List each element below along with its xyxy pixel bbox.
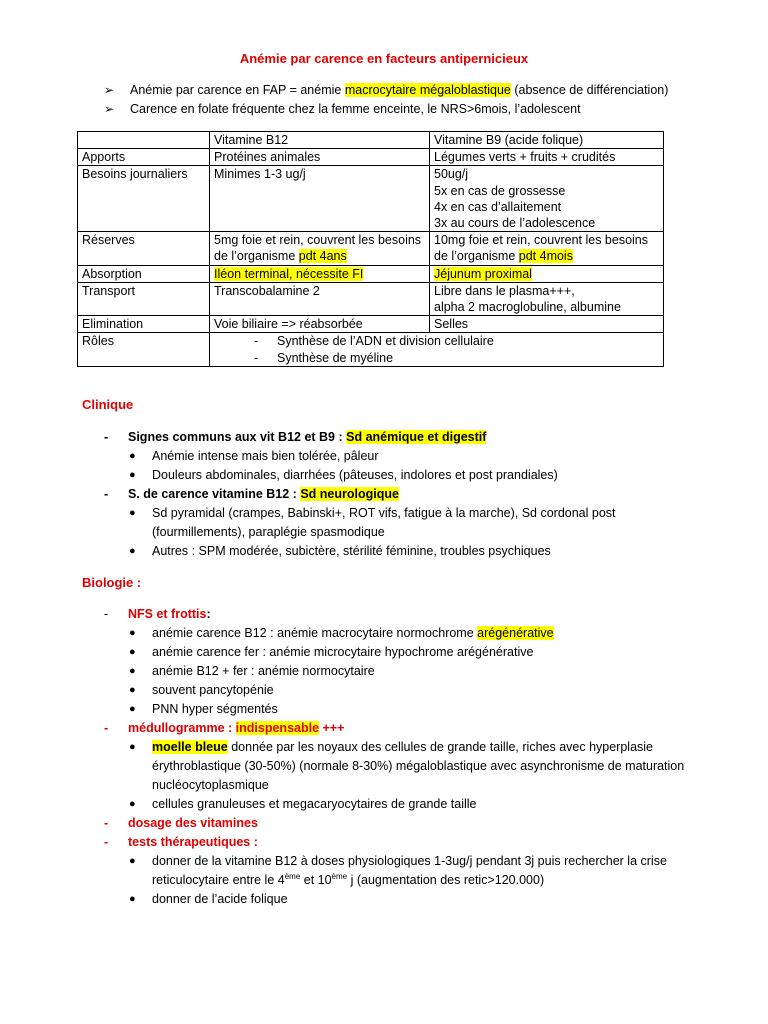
bullet-icon: ● [129, 646, 136, 658]
cell-b9: Selles [430, 316, 664, 333]
list-item: - Synthèse de myéline [254, 350, 659, 366]
list-item: ● Autres : SPM modérée, subictère, stérilité féminine, troubles psychiques [104, 542, 704, 561]
bullet-icon: ● [129, 507, 136, 519]
table-header-cell [78, 132, 210, 149]
bullet-icon: ● [129, 450, 136, 462]
row-label: Apports [78, 149, 210, 166]
list-item: ● anémie B12 + fer : anémie normocytaire [104, 662, 704, 681]
table-row [78, 166, 664, 232]
list-item: - dosage des vitamines [104, 816, 258, 830]
section-title-clinique: Clinique [82, 397, 134, 412]
intro-list [104, 82, 724, 120]
list-item: ● PNN hyper ségmentés [104, 700, 704, 719]
list-item: - Signes communs aux vit B12 et B9 : Sd anémique et digestif [104, 430, 487, 444]
cell-b9: 10mg foie et rein, couvrent les besoins de l’organisme pdt 4mois [430, 232, 664, 265]
list-item: ● donner de l’acide folique [104, 890, 704, 909]
list-item: ● cellules granuleuses et megacaryocytaires de grande taille [104, 795, 704, 814]
cell-b12: Transcobalamine 2 [210, 282, 430, 315]
list-item: - NFS et frottis: [104, 607, 211, 621]
document-title: Anémie par carence en facteurs antipernicieux [239, 51, 529, 66]
arrow-bullet-icon: ➢ [104, 102, 115, 116]
list-item: ● Douleurs abdominales, diarrhées (pâteuses, indolores et post prandiales) [104, 466, 704, 485]
list-item: - S. de carence vitamine B12 : Sd neurologique [104, 487, 399, 501]
table-row [78, 282, 664, 315]
bullet-icon: ● [129, 798, 136, 810]
roles-cell [210, 333, 664, 366]
list-item: - Synthèse de l’ADN et division cellulaire [254, 333, 659, 349]
list-item: - médullogramme : indispensable +++ [104, 721, 345, 735]
table-row [78, 149, 664, 166]
list-item: ● Sd pyramidal (crampes, Babinski+, ROT vifs, fatigue à la marche), Sd cordonal post (fourmillements), paraplégie spasmodique [129, 506, 616, 539]
row-label: Rôles [78, 333, 210, 366]
table-row [78, 316, 664, 333]
cell-b12: Voie biliaire => réabsorbée [210, 316, 430, 333]
bullet-icon: ● [129, 627, 136, 639]
list-item: ● Anémie intense mais bien tolérée, pâleur [104, 447, 704, 466]
list-item: ● anémie carence B12 : anémie macrocytaire normochrome arégénérative [104, 624, 704, 643]
row-label: Absorption [78, 265, 210, 282]
roles-list [214, 333, 659, 365]
row-label: Réserves [78, 232, 210, 265]
bullet-icon: ● [129, 469, 136, 481]
bullet-icon: ● [129, 741, 136, 753]
arrow-bullet-icon: ➢ [104, 83, 115, 97]
biologie-block [104, 605, 704, 909]
section-title-biologie: Biologie : [82, 575, 142, 590]
cell-b12: Protéines animales [210, 149, 430, 166]
cell-b9: Légumes verts + fruits + crudités [430, 149, 664, 166]
cell-b12: Iléon terminal, nécessite FI [210, 265, 430, 282]
intro-item: ➢ Carence en folate fréquente chez la femme enceinte, le NRS>6mois, l’adolescent [104, 102, 581, 116]
list-item: - tests thérapeutiques : [104, 835, 258, 849]
table-row [78, 333, 664, 366]
row-label: Elimination [78, 316, 210, 333]
row-label: Transport [78, 282, 210, 315]
intro-item: ➢ Anémie par carence en FAP = anémie macrocytaire mégaloblastique (absence de différenciation) [104, 83, 669, 97]
bullet-icon: ● [129, 684, 136, 696]
list-item: ● donner de la vitamine B12 à doses physiologiques 1-3ug/j pendant 3j puis rechercher la crise reticulocytaire entre le 4ème et 10ème j (augmentation des retic>120.000) [129, 854, 667, 887]
table-row [78, 232, 664, 265]
bullet-icon: ● [129, 545, 136, 557]
cell-b12: Minimes 1-3 ug/j [210, 166, 430, 232]
table-header-row [78, 132, 664, 149]
bullet-icon: ● [129, 893, 136, 905]
cell-b9: Jéjunum proximal [430, 265, 664, 282]
list-item: ● anémie carence fer : anémie microcytaire hypochrome arégénérative [104, 643, 704, 662]
row-label: Besoins journaliers [78, 166, 210, 232]
list-item: ● souvent pancytopénie [104, 681, 704, 700]
table-header-cell: Vitamine B9 (acide folique) [430, 132, 664, 149]
cell-b9: Libre dans le plasma+++, alpha 2 macroglobuline, albumine [430, 282, 664, 315]
vitamin-comparison-table [77, 131, 664, 367]
table-row [78, 265, 664, 282]
list-item: ● moelle bleue donnée par les noyaux des cellules de grande taille, riches avec hyperplasie érythroblastique (30-50%) (normale 8-30%) mégaloblastique avec asynchronisme de maturation nucléocytoplasmique [129, 740, 685, 792]
bullet-icon: ● [129, 855, 136, 867]
cell-b9: 50ug/j 5x en cas de grossesse 4x en cas d’allaitement 3x au cours de l’adolescence [430, 166, 664, 232]
bullet-icon: ● [129, 665, 136, 677]
bullet-icon: ● [129, 703, 136, 715]
table-header-cell: Vitamine B12 [210, 132, 430, 149]
cell-b12: 5mg foie et rein, couvrent les besoins de l’organisme pdt 4ans [210, 232, 430, 265]
clinique-block [104, 428, 704, 561]
